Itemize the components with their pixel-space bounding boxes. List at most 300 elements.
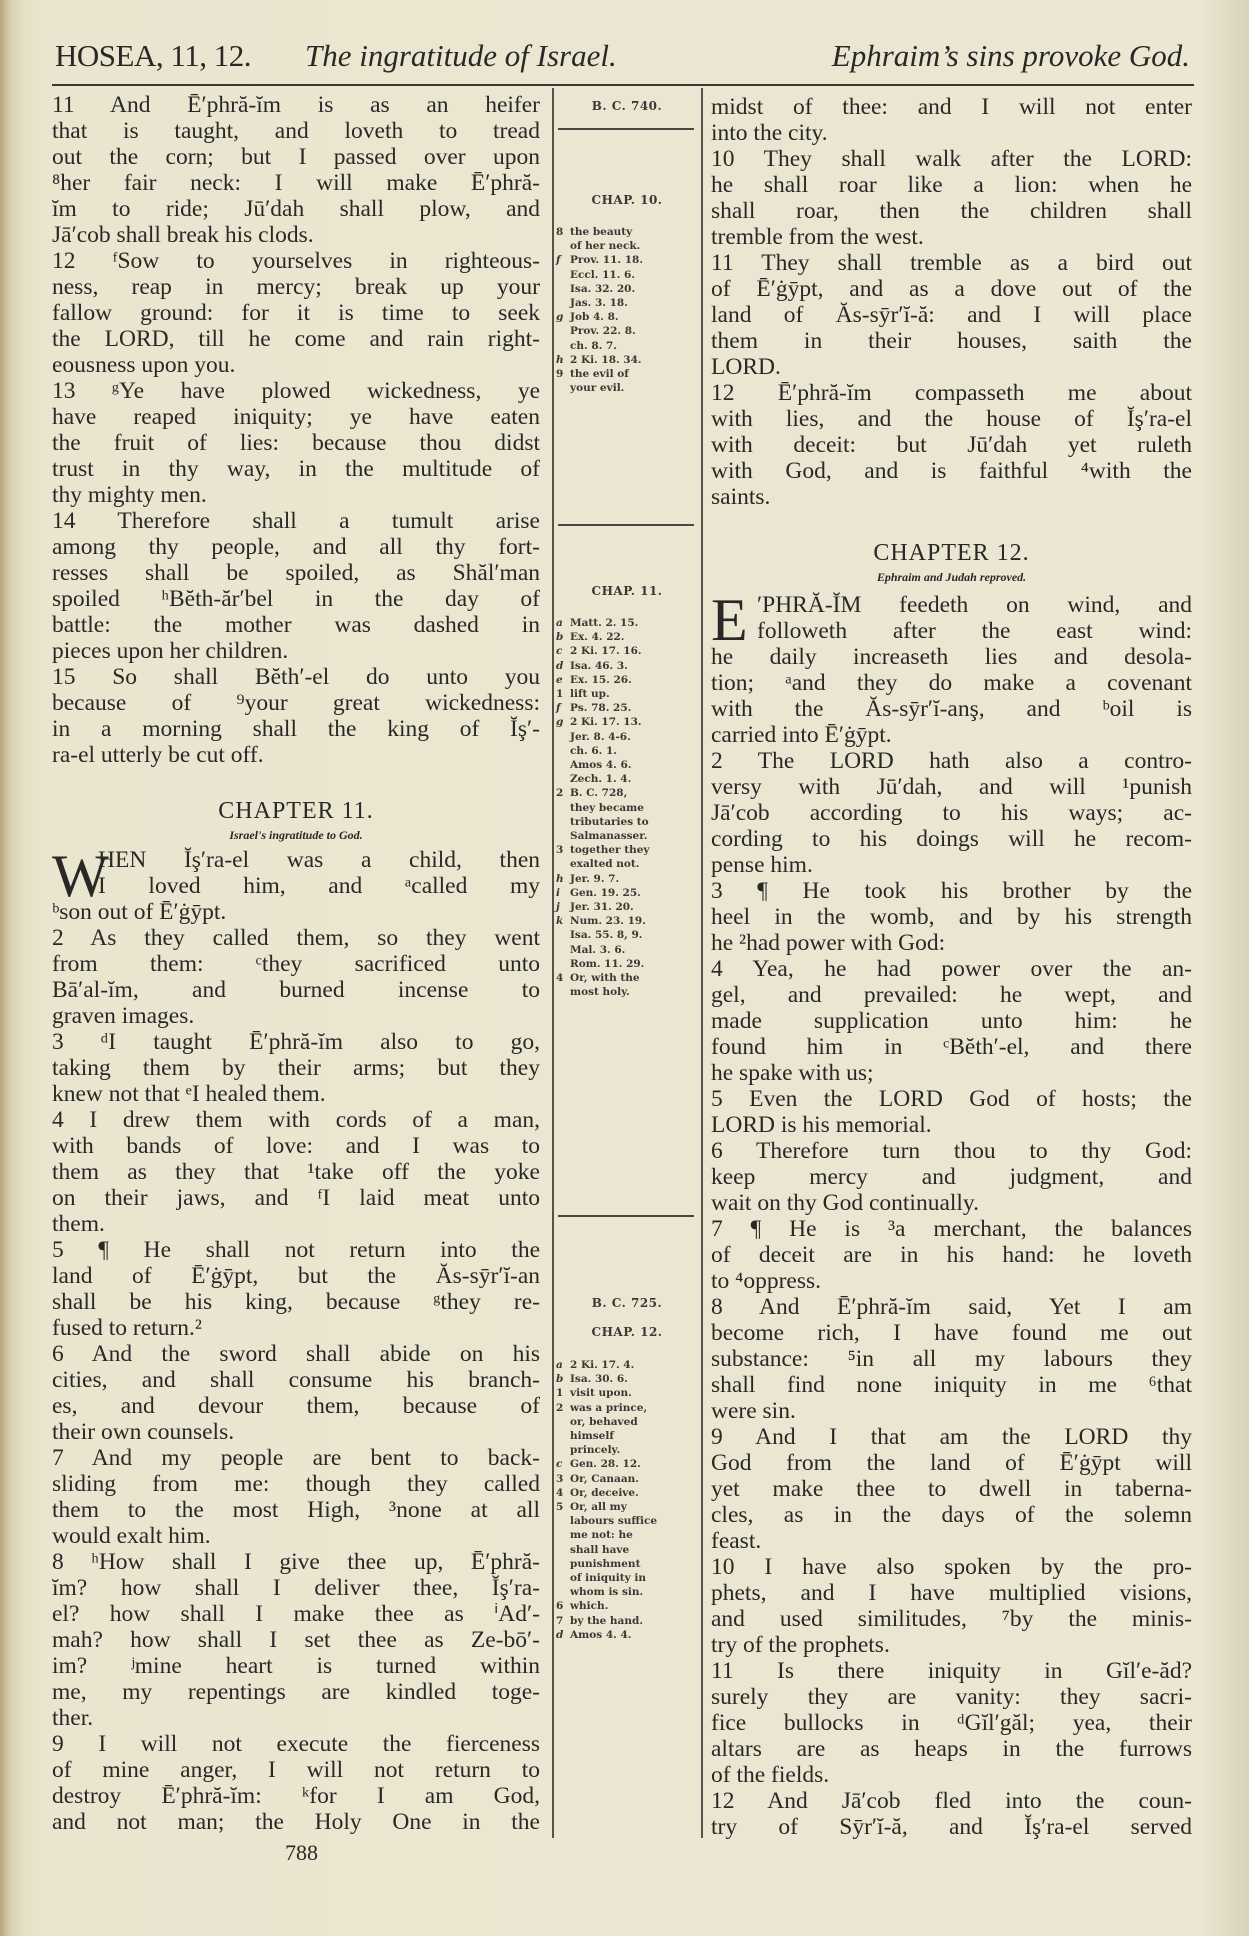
drop-cap-e: E [711,587,748,653]
note-body [570,1401,647,1458]
note-body [570,687,610,701]
text-line: versy with Jū′dah, and will ¹punish [711,774,1192,800]
note-mark: e [556,673,563,686]
note-line: or, behaved [570,1415,638,1428]
chapter-12-summary: Ephraim and Judah reproved. [876,570,1027,584]
text-line: on their jaws, and ᶠI laid meat unto [52,1185,540,1211]
note-body [570,659,628,673]
note-line: princely. [570,1444,621,1457]
margin-note [556,701,698,715]
text-line: of deceit are in his hand: he loveth [711,1242,1192,1268]
note-line: ch. 6. 1. [570,744,617,757]
note-body [570,971,640,999]
note-line: Or, Canaan. [570,1472,639,1485]
note-body [570,1457,641,1471]
book-reference: HOSEA, 11, 12. [55,38,251,73]
text-line: I loved him, and ᵃcalled my [98,873,540,899]
note-line: by the hand. [570,1614,643,1627]
text-line: with the Ăs-sȳr′ĭ-anş, and ᵇoil is [711,696,1192,722]
text-line: surely they are vanity: they sacri- [711,1684,1192,1710]
text-line: Bā′al-ĭm, and burned incense to [52,977,540,1003]
text-line: keep mercy and judgment, and [711,1164,1192,1190]
note-mark: k [556,915,564,928]
margin-note [556,659,698,673]
text-line: 9 I will not execute the fierceness [52,1731,540,1757]
note-line: Amos 4. 4. [570,1628,632,1641]
note-mark: 1 [556,1387,564,1400]
text-line: taking them by their arms; but they [52,1055,540,1081]
text-line: resses shall be spoiled, as Shăl′man [52,560,540,586]
text-line: battle: the mother was dashed in [52,612,540,638]
text-line: carried into Ē′ġȳpt. [711,722,892,748]
note-line: labours suffice [570,1515,658,1528]
text-line: out the corn; but I passed over upon [52,144,540,170]
note-body [570,644,642,658]
note-line: ch. 8. 7. [570,339,617,352]
note-line: Job 4. 8. [570,311,619,324]
note-line: Gen. 19. 25. [570,886,641,899]
note-mark: 3 [556,1472,564,1485]
note-mark: f [556,254,561,267]
page-number: 788 [285,1840,318,1865]
text-line: LORD. [711,354,781,380]
note-mark: 8 [556,226,564,238]
note-line: Or, with the [570,972,640,985]
text-line: them as they that ¹take off the yoke [52,1159,540,1185]
note-line: himself [570,1430,614,1443]
right-column-chapter-12 [711,587,1192,1840]
text-line: he spake with us; [711,1060,874,1086]
note-line: Isa. 30. 6. [570,1373,628,1386]
text-line: graven images. [52,1003,195,1029]
margin-notes-chap-11 [556,616,698,999]
left-running-title: The ingratitude of Israel. [305,38,617,73]
text-line: of the fields. [711,1762,830,1788]
note-line: Jer. 8. 4-6. [570,730,631,743]
note-line: punishment [570,1557,641,1570]
note-line: of her neck. [570,240,641,253]
note-line: Or, deceive. [570,1486,639,1499]
column-divider-right [701,88,703,1838]
text-line: and not man; the Holy One in the [52,1809,540,1835]
text-line: found him in ᶜBĕth′-el, and there [711,1034,1192,1060]
note-mark: g [556,311,564,324]
text-line: 2 As they called them, so they went [52,925,540,951]
note-mark: 3 [556,844,564,857]
note-mark: 7 [556,1614,564,1627]
note-line: the evil of [570,368,629,381]
text-line: 5 Even the LORD God of hosts; the [711,1086,1192,1112]
note-mark: a [556,617,563,629]
text-line: ⁸her fair neck: I will make Ē′phră- [52,170,540,196]
note-mark: h [556,872,564,885]
text-line: from them: ᶜthey sacrificed unto [52,951,540,977]
note-line: most holy. [570,986,630,999]
text-line: 8 ʰHow shall I give thee up, Ē′phră- [52,1549,540,1575]
text-line: with deceit: but Jū′dah yet ruleth [711,432,1192,458]
note-line: Jer. 9. 7. [570,872,620,885]
text-line: 7 ¶ He is ³a merchant, the balances [711,1216,1192,1242]
text-line: that is taught, and loveth to tread [52,118,540,144]
text-line: of Ē′ġȳpt, and as a dove out of the [711,276,1192,302]
chapter-12-heading: CHAPTER 12. [873,540,1030,566]
note-body [570,1386,632,1400]
drop-cap-w: W [52,843,109,909]
note-mark: d [556,659,564,672]
note-mark: 4 [556,1486,564,1499]
text-line: followeth after the east wind: [757,618,1192,644]
text-line: 12 Ē′phră-ĭm compasseth me about [711,380,1192,406]
text-line: eousness upon you. [52,352,236,378]
text-line: 10 They shall walk after the LORD: [711,146,1192,172]
note-line: shall have [570,1543,630,1556]
margin-rule [558,1215,694,1217]
text-line: trust in thy way, in the multitude of [52,456,540,482]
note-body [570,673,632,687]
note-line: 2 Ki. 18. 34. [570,353,642,366]
text-line: LORD is his memorial. [711,1112,932,1138]
note-line: Salmanasser. [570,830,648,843]
left-column-chapter-10-end [52,92,540,768]
text-line: tion; ᵃand they do make a covenant [711,670,1192,696]
note-line: tributaries to [570,815,649,828]
note-line: Ex. 4. 22. [570,631,625,644]
note-line: 2 Ki. 17. 16. [570,645,642,658]
note-mark: 2 [556,1401,564,1414]
note-line: Ex. 15. 26. [570,673,632,686]
text-line: 4 I drew them with cords of a man, [52,1107,540,1133]
text-line: phets, and I have multiplied visions, [711,1580,1192,1606]
note-body [570,1358,634,1372]
margin-note [556,900,698,914]
text-line: spoiled ʰBĕth-ăr′bel in the day of [52,586,540,612]
text-line: cles, as in the days of the solemn [711,1502,1192,1528]
text-line: and used similitudes, ⁷by the minis- [711,1606,1192,1632]
note-line: Rom. 11. 29. [570,957,645,970]
text-line: made supplication unto him: he [711,1008,1192,1034]
note-line: Mal. 3. 6. [570,943,626,956]
note-line: lift up. [570,688,610,701]
note-mark: 4 [556,972,564,985]
note-line: Prov. 22. 8. [570,325,636,338]
note-line: Eccl. 11. 6. [570,268,635,281]
note-line: whom is sin. [570,1586,644,1599]
text-line: 2 The LORD hath also a contro- [711,748,1192,774]
note-line: 2 Ki. 17. 13. [570,716,642,729]
note-line: of iniquity in [570,1572,646,1585]
note-line: your evil. [570,382,625,395]
note-mark: a [556,1359,563,1371]
margin-note [556,843,698,871]
margin-notes-chap-12 [556,1358,698,1642]
text-line: would exalt him. [52,1523,211,1549]
note-line: Gen. 28. 12. [570,1458,641,1471]
text-line: 15 So shall Bĕth′-el do unto you [52,664,540,690]
note-body [570,1372,628,1386]
note-line: they became [570,801,644,814]
note-mark: 9 [556,368,564,381]
text-line: Jā′cob according to his ways; ac- [711,800,1192,826]
text-line: sliding from me: though they called [52,1471,540,1497]
note-line: Zech. 1. 4. [570,773,632,786]
margin-note [556,1401,698,1458]
note-body [570,1500,657,1599]
note-body [570,886,641,900]
note-body [570,715,642,786]
text-line: 12 And Jā′cob fled into the coun- [711,1788,1192,1814]
text-line: mah? how shall I set thee as Ze-bō′- [52,1627,540,1653]
note-body [570,310,636,353]
note-line: which. [570,1600,609,1613]
margin-note [556,225,698,253]
margin-chap-12-heading: CHAP. 12. [591,1325,663,1339]
text-line: 6 Therefore turn thou to thy God: [711,1138,1192,1164]
text-line: try of the prophets. [711,1632,890,1658]
text-line: 13 ᵍYe have plowed wickedness, ye [52,378,540,404]
margin-note [556,1599,698,1613]
text-line: because of ⁹your great wickedness: [52,690,540,716]
margin-note [556,886,698,900]
text-line: ra-el utterly be cut off. [52,742,264,768]
note-mark: b [556,631,564,644]
right-column-chapter-11-end [711,94,1192,510]
margin-note [556,1614,698,1628]
margin-note [556,310,698,353]
text-line: 10 I have also spoken by the pro- [711,1554,1192,1580]
text-line: land of Ăs-sȳr′ĭ-ă: and I will place [711,302,1192,328]
text-line: 11 And Ē′phră-ĭm is as an heifer [52,92,540,118]
margin-note [556,1472,698,1486]
text-line: ther. [52,1705,94,1731]
text-line: them to the most High, ³none at all [52,1497,540,1523]
note-line: Ps. 78. 25. [570,702,632,715]
text-line: 11 They shall tremble as a bird out [711,250,1192,276]
text-line: God from the land of Ē′ġȳpt will [711,1450,1192,1476]
text-line: become rich, I have found me out [711,1320,1192,1346]
margin-note [556,786,698,843]
column-divider-left [552,88,554,1838]
note-line: Num. 23. 19. [570,915,646,928]
note-mark: 5 [556,1501,564,1514]
text-line: among thy people, and all thy fort- [52,534,540,560]
note-body [570,1614,643,1628]
text-line: pense him. [711,852,813,878]
text-line: ĭm to ride; Jū′dah shall plow, and [52,196,540,222]
text-line: gel, and prevailed: he wept, and [711,982,1192,1008]
margin-note [556,1372,698,1386]
note-body [570,616,638,630]
text-line: with bands of love: and I was to [52,1133,540,1159]
text-line: pieces upon her children. [52,638,289,664]
text-line: es, and devour them, because of [52,1393,540,1419]
note-line: Isa. 32. 20. [570,282,636,295]
text-line: wait on thy God continually. [711,1190,980,1216]
note-mark: h [556,353,564,366]
text-line: with lies, and the house of Ĭş′ra-el [711,406,1192,432]
margin-note [556,673,698,687]
text-line: the fruit of lies: because thou didst [52,430,540,456]
margin-note [556,1500,698,1599]
left-column-chapter-11 [52,843,540,1835]
margin-rule [558,524,694,526]
text-line: substance: ⁵in all my labours they [711,1346,1192,1372]
margin-chap-11-heading: CHAP. 11. [591,584,663,598]
text-line: cording to his doings will he recom- [711,826,1192,852]
text-line: 5 ¶ He shall not return into the [52,1237,540,1263]
text-line: to ⁴oppress. [711,1268,822,1294]
note-mark: c [556,645,563,658]
text-line: tremble from the west. [711,224,924,250]
text-line: ᵇson out of Ē′ġȳpt. [52,899,227,925]
note-body [570,1486,639,1500]
text-line: Jā′cob shall break his clods. [52,222,314,248]
text-line: he shall roar like a lion: when he [711,172,1192,198]
note-line: exalted not. [570,858,640,871]
margin-note [556,616,698,630]
note-mark: d [556,1628,564,1641]
note-mark: 1 [556,688,564,701]
note-body [570,900,634,914]
note-line: visit upon. [570,1387,632,1400]
note-line: Jer. 31. 20. [570,901,634,914]
text-line: of mine anger, I will not return to [52,1757,540,1783]
note-body [570,872,619,886]
note-mark: 6 [556,1600,564,1613]
note-line: was a prince, [570,1401,648,1414]
text-line: destroy Ē′phră-ĭm: ᵏfor I am God, [52,1783,540,1809]
text-line: fused to return.² [52,1315,202,1341]
note-line: Jas. 3. 18. [570,297,628,310]
text-line: ĭm? how shall I deliver thee, Ĭş′ra- [52,1575,540,1601]
text-line: heel in the womb, and by his strength [711,904,1192,930]
margin-notes-chap-10 [556,225,698,395]
margin-note [556,1628,698,1642]
note-mark: 2 [556,787,564,800]
text-line: with God, and is faithful ⁴with the [711,458,1192,484]
text-line: he daily increaseth lies and desola- [711,644,1192,670]
text-line: 11 Is there iniquity in Gĭl′e-ăd? [711,1658,1192,1684]
note-body [570,701,631,715]
note-body [570,914,646,971]
margin-rule [558,128,694,130]
note-body [570,1628,631,1642]
text-line: fice bullocks in ᵈGĭl′găl; yea, their [711,1710,1192,1736]
text-line: their own counsels. [52,1419,235,1445]
note-body [570,843,650,871]
text-line: shall roar, then the children shall [711,198,1192,224]
text-line: ′PHRĂ-ĬM feedeth on wind, and [757,592,1192,618]
note-line: B. C. 728, [570,787,628,800]
note-body [570,1599,608,1613]
margin-note [556,644,698,658]
note-line: the beauty [570,226,633,238]
note-mark: b [556,1373,564,1386]
margin-note [556,715,698,786]
text-line: 14 Therefore shall a tumult arise [52,508,540,534]
note-line: together they [570,844,650,857]
running-header [55,38,1190,78]
text-line: 7 And my people are bent to back- [52,1445,540,1471]
margin-date-740: B. C. 740. [591,99,663,113]
note-body [570,786,649,843]
note-line: me not: he [570,1529,633,1542]
text-line: shall be his king, because ᵍthey re- [52,1289,540,1315]
text-line: 3 ᵈI taught Ē′phră-ĭm also to go, [52,1029,540,1055]
text-line: im? ʲmine heart is turned within [52,1653,540,1679]
text-line: 9 And I that am the LORD thy [711,1424,1192,1450]
right-running-title: Ephraim’s sins provoke God. [831,38,1190,73]
text-line: them in their houses, saith the [711,328,1192,354]
text-line: HEN Ĭş′ra-el was a child, then [98,847,540,873]
text-line: thy mighty men. [52,482,207,508]
text-line: ness, reap in mercy; break up your [52,274,540,300]
header-rule [52,84,1194,86]
text-line: 12 ᶠSow to yourselves in righteous- [52,248,540,274]
text-line: me, my repentings are kindled toge- [52,1679,540,1705]
text-line: he ²had power with God: [711,930,946,956]
margin-note [556,1358,698,1372]
note-mark: c [556,1458,563,1471]
margin-note [556,914,698,971]
text-line: the LORD, till he come and rain right- [52,326,540,352]
note-body [570,367,629,395]
text-line: altars are as heaps in the furrows [711,1736,1192,1762]
margin-chap-10-heading: CHAP. 10. [591,193,663,207]
note-line: 2 Ki. 17. 4. [570,1359,635,1371]
text-line: midst of thee: and I will not enter [711,94,1192,120]
text-line: 6 And the sword shall abide on his [52,1341,540,1367]
note-line: Or, all my [570,1501,627,1514]
margin-note [556,687,698,701]
note-body [570,630,624,644]
margin-note [556,1486,698,1500]
margin-date-725: B. C. 725. [591,1296,663,1310]
note-body [570,1472,639,1486]
note-mark: i [556,886,560,899]
text-line: were sin. [711,1398,796,1424]
note-mark: f [556,702,561,715]
margin-note [556,1457,698,1471]
note-line: Isa. 46. 3. [570,659,628,672]
text-line: into the city. [711,120,828,146]
note-line: Isa. 55. 8, 9. [570,929,643,942]
text-line: yet make thee to dwell in taberna- [711,1476,1192,1502]
margin-note [556,630,698,644]
text-line: them. [52,1211,105,1237]
note-line: Matt. 2. 15. [570,617,639,629]
text-line: fallow ground: for it is time to seek [52,300,540,326]
note-line: Prov. 11. 18. [570,254,643,267]
note-body [570,253,643,310]
chapter-11-summary: Israel's ingratitude to God. [229,828,363,842]
text-line: knew not that ᵉI healed them. [52,1081,326,1107]
text-line: saints. [711,484,771,510]
margin-note [556,1386,698,1400]
note-body [570,225,640,253]
text-line: land of Ē′ġȳpt, but the Ăs-sȳr′ĭ-an [52,1263,540,1289]
text-line: have reaped iniquity; ye have eaten [52,404,540,430]
text-line: try of Sȳr′ĭ-ă, and Ĭş′ra-el served [711,1814,1192,1840]
note-mark: j [556,901,560,914]
note-line: Amos 4. 6. [570,759,632,772]
text-line: 8 And Ē′phră-ĭm said, Yet I am [711,1294,1192,1320]
chapter-11-heading: CHAPTER 11. [218,798,374,824]
margin-note [556,353,698,367]
margin-note [556,253,698,310]
text-line: feast. [711,1528,762,1554]
text-line: in a morning shall the king of Ĭş′- [52,716,540,742]
margin-note [556,971,698,999]
